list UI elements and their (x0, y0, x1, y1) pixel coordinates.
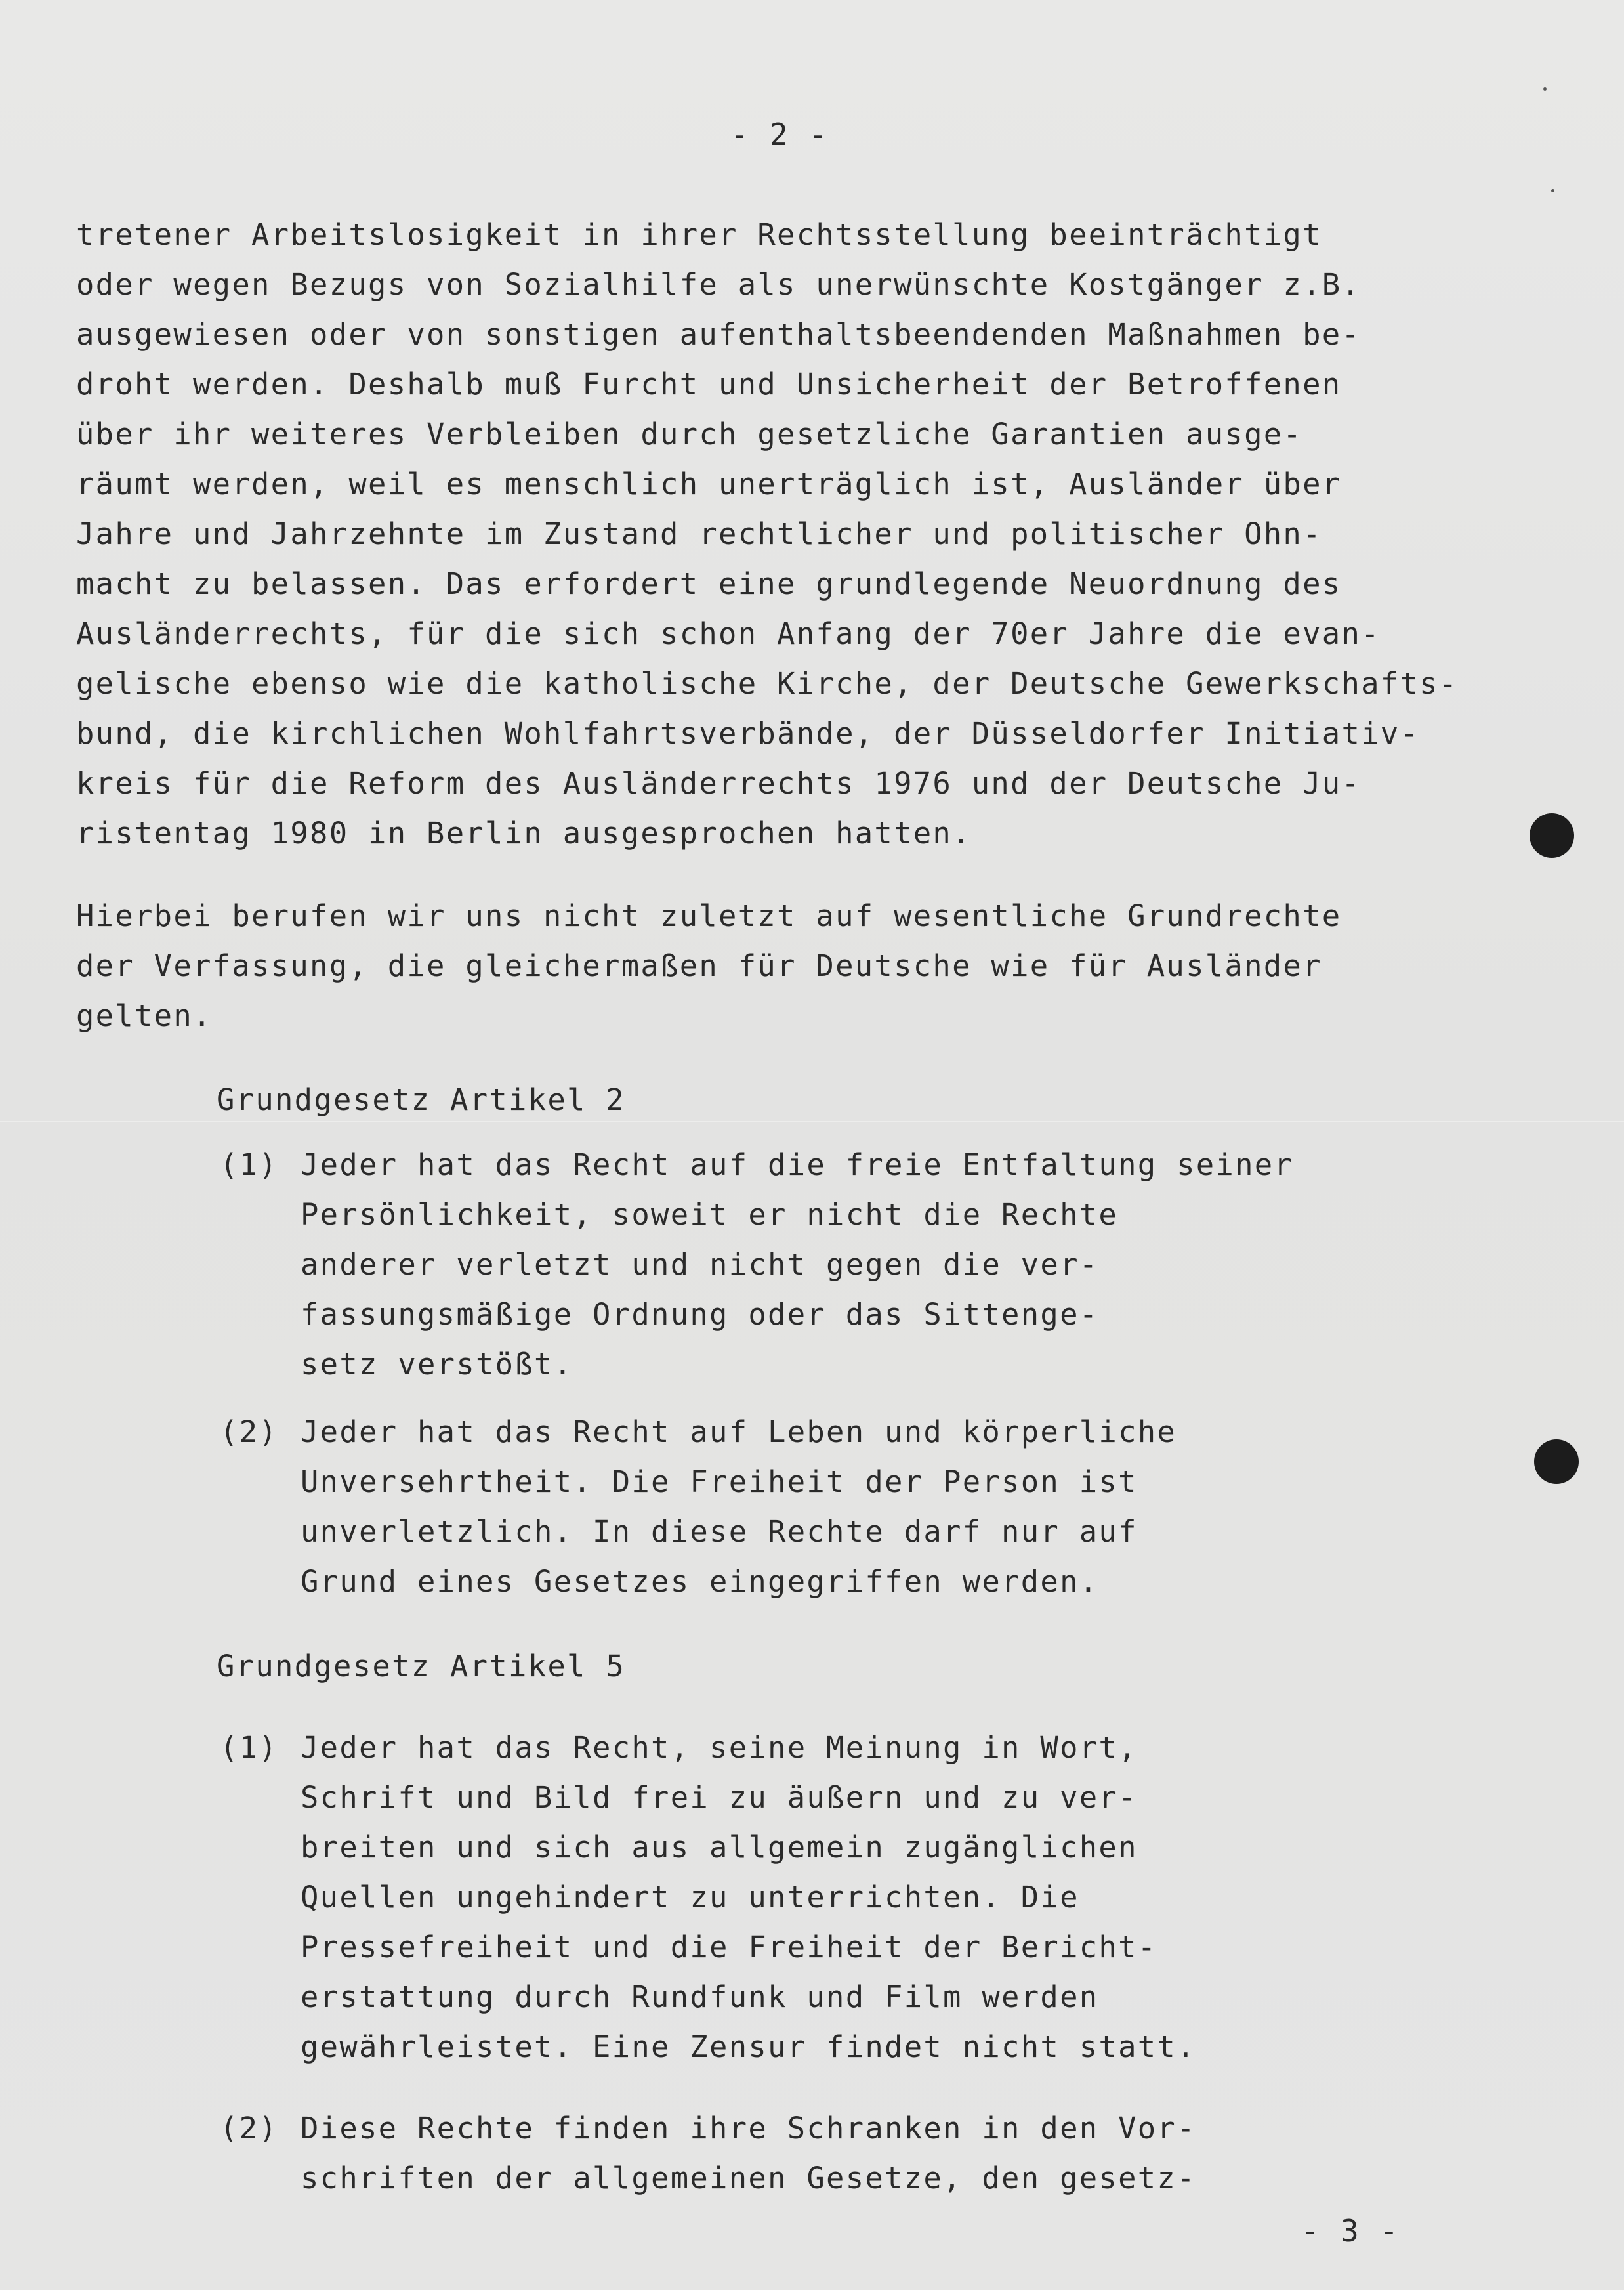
scan-speck (1551, 189, 1554, 192)
punch-hole-lower (1534, 1439, 1579, 1484)
article-2-item-text: Jeder hat das Recht auf die freie Entfaltung seiner Persönlichkeit, soweit er nicht die Rechte anderer verletzt und nicht gegen die ver- fassungsmäßige Ordnung oder das Sittenge- setz verstößt. (301, 1147, 1294, 1382)
article-5-heading: Grundgesetz Artikel 5 (217, 1649, 626, 1684)
punch-hole-upper (1530, 813, 1574, 858)
page-number-bottom: - 3 - (1301, 2213, 1400, 2249)
article-2-item-number: (1) (220, 1147, 279, 1182)
body-paragraph-2: Hierbei berufen wir uns nicht zuletzt auf wesentliche Grundrechte der Verfassung, die gleichermaßen für Deutsche wie für Ausländer gelten. (76, 899, 1342, 1033)
article-5-item-text: Diese Rechte finden ihre Schranken in den Vor- schriften der allgemeinen Gesetze, den gesetz- (301, 2111, 1196, 2195)
page-number-top: - 2 - (730, 117, 829, 152)
scan-speck (1543, 87, 1547, 91)
article-5-item-text: Jeder hat das Recht, seine Meinung in Wort, Schrift und Bild frei zu äußern und zu ver- breiten und sich aus allgemein zugänglichen Quellen ungehindert zu unterrichten. Die Pressefreiheit und die Freiheit der Bericht- erstattung durch Rundfunk und Film werden gewährleistet. Eine Zensur findet nicht statt. (301, 1730, 1196, 2064)
article-2-item-number: (2) (220, 1414, 279, 1449)
article-5-item-number: (1) (220, 1730, 279, 1765)
body-paragraph-1: tretener Arbeitslosigkeit in ihrer Rechtsstellung beeinträchtigt oder wegen Bezugs von Sozialhilfe als unerwünschte Kostgänger z.B. ausgewiesen oder von sonstigen aufenthaltsbeendenden Maßnahmen be- droht werden. Deshalb muß Furcht und Unsicherheit der Betroffenen über ihr weiteres Verbleiben durch gesetzliche Garantien ausge- räumt werden, weil es menschlich unerträglich ist, Ausländer über Jahre und Jahrzehnte im Zustand rechtlicher und politischer Ohn- macht zu belassen. Das erfordert eine grundlegende Neuordnung des Ausländerrechts, für die sich schon Anfang der 70er Jahre die evan- gelische ebenso wie die katholische Kirche, der Deutsche Gewerkschafts- bund, die kirchlichen Wohlfahrtsverbände, der Düsseldorfer Initiativ- kreis für die Reform des Ausländerrechts 1976 und der Deutsche Ju- ristentag 1980 in Berlin ausgesprochen hatten. (76, 217, 1459, 851)
article-5-item-number: (2) (220, 2111, 279, 2146)
article-2-heading: Grundgesetz Artikel 2 (217, 1082, 626, 1117)
article-2-item-text: Jeder hat das Recht auf Leben und körperliche Unversehrtheit. Die Freiheit der Person ist unverletzlich. In diese Rechte darf nur auf Grund eines Gesetzes eingegriffen werden. (301, 1414, 1177, 1599)
